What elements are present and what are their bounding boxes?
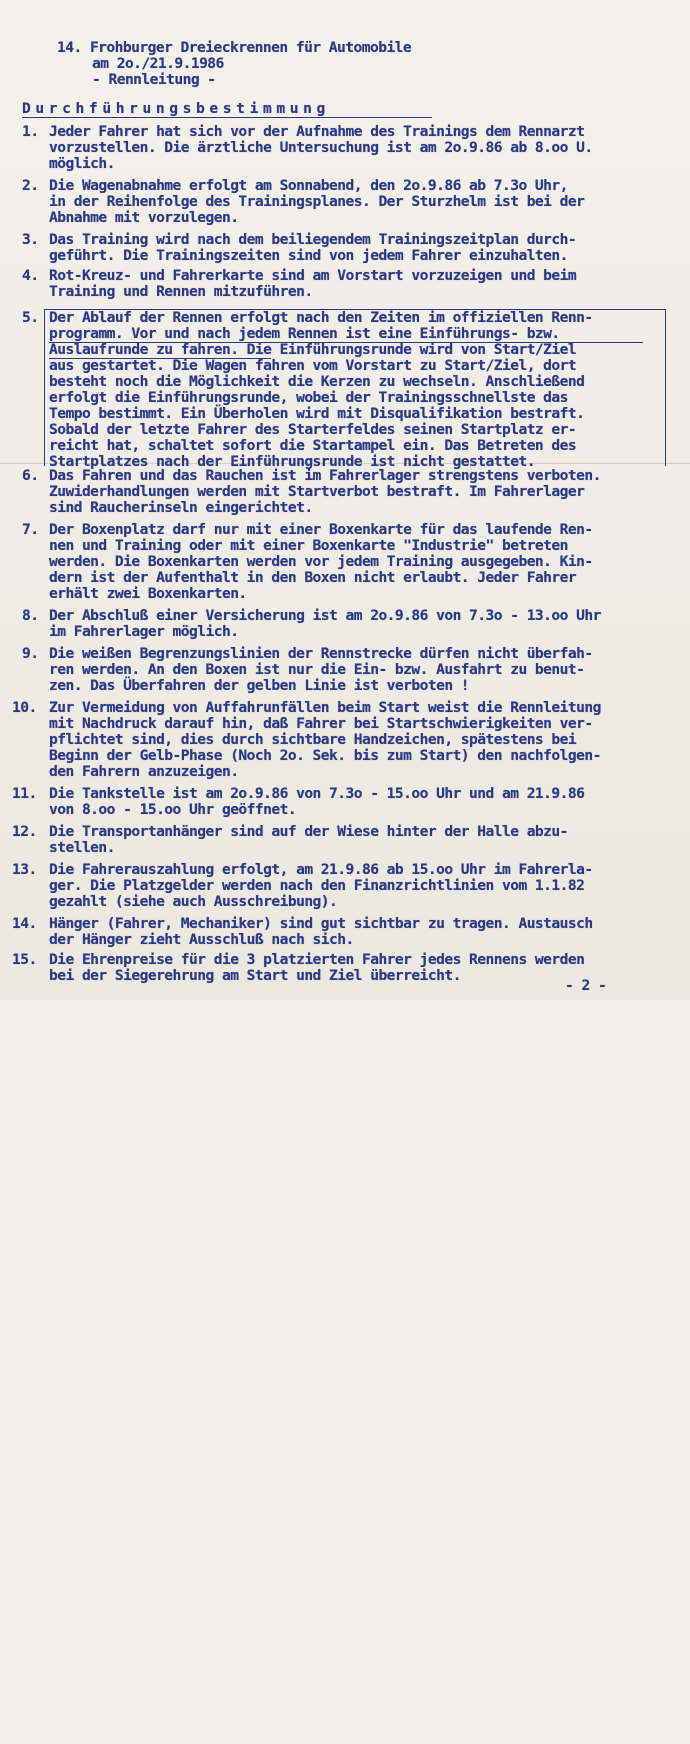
item-line: reicht hat, schaltet sofort die Startampel ein. Das Betreten des	[49, 437, 577, 454]
item-line: den Fahrern anzuzeigen.	[49, 763, 239, 780]
item-line: im Fahrerlager möglich.	[49, 623, 239, 640]
item-line: Tempo bestimmt. Ein Überholen wird mit Disqualifikation bestraft.	[49, 405, 585, 422]
item-line: Die Transportanhänger sind auf der Wiese hinter der Halle abzu-	[49, 823, 568, 840]
item-number: 2.	[22, 177, 39, 194]
item-line: von 8.oo - 15.oo Uhr geöffnet.	[49, 801, 297, 818]
item-line: Das Fahren und das Rauchen ist im Fahrerlager strengstens verboten.	[49, 467, 601, 484]
item-line: Abnahme mit vorzulegen.	[49, 209, 239, 226]
item-number: 4.	[22, 267, 39, 284]
item-line: Der Abschluß einer Versicherung ist am 2o.9.86 von 7.3o - 13.oo Uhr	[49, 607, 601, 624]
item-number: 9.	[22, 645, 39, 662]
item-number: 10.	[12, 699, 37, 716]
item-line: sind Raucherinseln eingerichtet.	[49, 499, 313, 516]
item-line: ger. Die Platzgelder werden nach den Finanzrichtlinien vom 1.1.82	[49, 877, 585, 894]
item-number: 1.	[22, 123, 39, 140]
header-line-3: - Rennleitung -	[92, 71, 216, 88]
item-line: Jeder Fahrer hat sich vor der Aufnahme des Trainings dem Rennarzt	[49, 123, 585, 140]
document-title: Durchführungsbestimmung	[22, 100, 330, 117]
item-line: gezahlt (siehe auch Ausschreibung).	[49, 893, 338, 910]
item-line: nen und Training oder mit einer Boxenkarte "Industrie" betreten	[49, 537, 568, 554]
item-line: Beginn der Gelb-Phase (Noch 2o. Sek. bis zum Start) den nachfolgen-	[49, 747, 601, 764]
item-line: werden. Die Boxenkarten werden vor jedem Training ausgegeben. Kin-	[49, 553, 593, 570]
item-line: mit Nachdruck darauf hin, daß Fahrer bei Startschwierigkeiten ver-	[49, 715, 593, 732]
item-number: 14.	[12, 915, 37, 932]
item-number: 8.	[22, 607, 39, 624]
item-line: besteht noch die Möglichkeit die Kerzen zu wechseln. Anschließend	[49, 373, 585, 390]
item-number: 15.	[12, 951, 37, 968]
item-line: zen. Das Überfahren der gelben Linie ist verboten !	[49, 677, 470, 694]
item-line: Auslaufrunde zu fahren. Die Einführungsrunde wird von Start/Ziel	[49, 341, 577, 358]
item-line: Die Tankstelle ist am 2o.9.86 von 7.3o - 15.oo Uhr und am 21.9.86	[49, 785, 585, 802]
item-line: programm. Vor und nach jedem Rennen ist eine Einführungs- bzw.	[49, 325, 560, 342]
item-line: Der Ablauf der Rennen erfolgt nach den Zeiten im offiziellen Renn-	[49, 309, 593, 326]
item-line: Zur Vermeidung von Auffahrunfällen beim Start weist die Rennleitung	[49, 699, 601, 716]
item-line: Die weißen Begrenzungslinien der Rennstrecke dürfen nicht überfah-	[49, 645, 593, 662]
item-number: 3.	[22, 231, 39, 248]
item-line: Startplatzes nach der Einführungsrunde ist nicht gestattet.	[49, 453, 535, 470]
item-line: Training und Rennen mitzuführen.	[49, 283, 313, 300]
item-number: 7.	[22, 521, 39, 538]
item-line: Die Ehrenpreise für die 3 platzierten Fahrer jedes Rennens werden	[49, 951, 585, 968]
item-number: 5.	[22, 309, 39, 326]
item-line: der Hänger zieht Ausschluß nach sich.	[49, 931, 354, 948]
item-line: geführt. Die Trainingszeiten sind von jedem Fahrer einzuhalten.	[49, 247, 568, 264]
item-line: Die Wagenabnahme erfolgt am Sonnabend, den 2o.9.86 ab 7.3o Uhr,	[49, 177, 568, 194]
item-line: erhält zwei Boxenkarten.	[49, 585, 247, 602]
item-number: 6.	[22, 467, 39, 484]
title-underline	[22, 117, 432, 118]
item-line: vorzustellen. Die ärztliche Untersuchung ist am 2o.9.86 ab 8.oo U.	[49, 139, 593, 156]
item-number: 13.	[12, 861, 37, 878]
item-line: Rot-Kreuz- und Fahrerkarte sind am Vorstart vorzuzeigen und beim	[49, 267, 577, 284]
item-line: Hänger (Fahrer, Mechaniker) sind gut sichtbar zu tragen. Austausch	[49, 915, 593, 932]
item-number: 12.	[12, 823, 37, 840]
item-line: stellen.	[49, 839, 115, 856]
header-line-1: 14. Frohburger Dreieckrennen für Automobile	[57, 39, 412, 56]
item-line: dern ist der Aufenthalt in den Boxen nicht erlaubt. Jeder Fahrer	[49, 569, 577, 586]
item-line: Die Fahrerauszahlung erfolgt, am 21.9.86 ab 15.oo Uhr im Fahrerla-	[49, 861, 593, 878]
item-number: 11.	[12, 785, 37, 802]
item-line: in der Reihenfolge des Trainingsplanes. Der Sturzhelm ist bei der	[49, 193, 585, 210]
item-line: ren werden. An den Boxen ist nur die Ein- bzw. Ausfahrt zu benut-	[49, 661, 585, 678]
header-line-2: am 2o./21.9.1986	[92, 55, 224, 72]
item-line: erfolgt die Einführungsrunde, wobei der Trainingsschnellste das	[49, 389, 568, 406]
item-line: aus gestartet. Die Wagen fahren vom Vorstart zu Start/Ziel, dort	[49, 357, 577, 374]
item-line: bei der Siegerehrung am Start und Ziel überreicht.	[49, 967, 461, 984]
item-line: Das Training wird nach dem beiliegendem Trainingszeitplan durch-	[49, 231, 577, 248]
item-line: Sobald der letzte Fahrer des Starterfeldes seinen Startplatz er-	[49, 421, 577, 438]
item-line: pflichtet sind, dies durch sichtbare Handzeichen, spätestens bei	[49, 731, 577, 748]
item-line: Zuwiderhandlungen werden mit Startverbot bestraft. Im Fahrerlager	[49, 483, 585, 500]
page-number: - 2 -	[565, 977, 607, 994]
item-line: möglich.	[49, 155, 115, 172]
item-line: Der Boxenplatz darf nur mit einer Boxenkarte für das laufende Ren-	[49, 521, 593, 538]
